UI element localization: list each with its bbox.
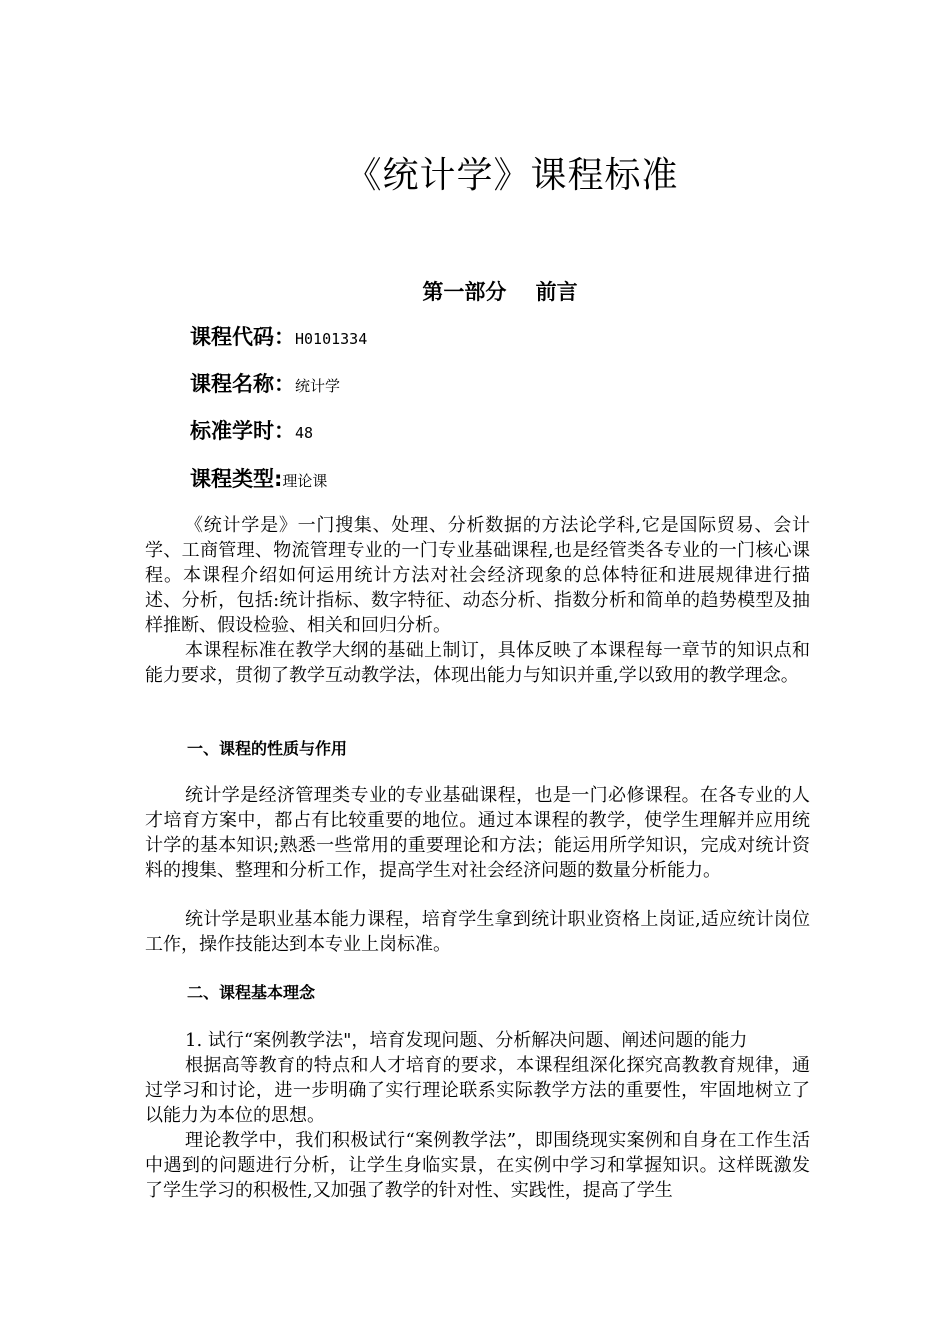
meta-course-code-value: H0101334: [295, 330, 368, 348]
paragraph-nature-1: 统计学是经济管理类专业的专业基础课程，也是一门必修课程。在各专业的人才培育方案中，都占有比较重要的地位。通过本课程的教学，使学生理解并应用统计学的基本知识;熟悉一些常用的重要理论和方法；能运用所学知识，完成对统计资料的搜集、整理和分析工作，提高学生对社会经济问题的数量分析能力。: [145, 785, 810, 881]
meta-course-name: [190, 369, 340, 399]
meta-course-name-value: 统计学: [295, 377, 341, 395]
paragraph-concept-1: 根据高等教育的特点和人才培育的要求，本课程组深化探究高教教育规律，通过学习和讨论，进一步明确了实行理论联系实际教学方法的重要性，牢固地树立了以能力为本位的思想。: [145, 1055, 810, 1126]
meta-course-code: [190, 322, 367, 352]
meta-course-hours-label: 标准学时：: [190, 419, 295, 443]
meta-course-code-label: 课程代码：: [190, 325, 295, 349]
meta-course-name-label: 课程名称：: [190, 372, 295, 396]
paragraph-nature-2: 统计学是职业基本能力课程，培育学生拿到统计职业资格上岗证,适应统计岗位工作，操作技能达到本专业上岗标准。: [145, 909, 810, 955]
paragraph-intro-2: 本课程标准在教学大纲的基础上制订，具体反映了本课程每一章节的知识点和能力要求，贯彻了教学互动教学法，体现出能力与知识并重,学以致用的教学理念。: [145, 640, 810, 686]
paragraph-intro-1: 《统计学是》一门搜集、处理、分析数据的方法论学科,它是国际贸易、会计学、工商管理、物流管理专业的一门专业基础课程,也是经管类各专业的一门核心课程。本课程介绍如何运用统计方法对社会经济现象的总体特征和进展规律进行描述、分析，包括:统计指标、数字特征、动态分析、指数分析和简单的趋势模型及抽样推断、假设检验、相关和回归分析。: [145, 515, 810, 636]
document-title: 《统计学》课程标准: [345, 155, 679, 196]
meta-course-type: [190, 464, 327, 494]
section-heading-nature: 一、课程的性质与作用: [187, 739, 348, 758]
meta-course-type-value: 理论课: [282, 472, 328, 490]
meta-course-type-label: 课程类型:: [190, 467, 283, 491]
meta-course-hours: [190, 416, 313, 446]
meta-course-hours-value: 48: [295, 424, 314, 442]
part-heading: 第一部分 前言: [422, 280, 578, 304]
paragraph-concept-2: 理论教学中，我们积极试行“案例教学法”，即围绕现实案例和自身在工作生活中遇到的问题进行分析，让学生身临实景，在实例中学习和掌握知识。这样既激发了学生学习的积极性,又加强了教学的针对性、实践性，提高了学生: [145, 1130, 810, 1201]
section-heading-concept: 二、课程基本理念: [187, 983, 316, 1002]
list-item-concept-1: 1. 试行“案例教学法"，培育发现问题、分析解决问题、阐述问题的能力: [185, 1030, 748, 1051]
